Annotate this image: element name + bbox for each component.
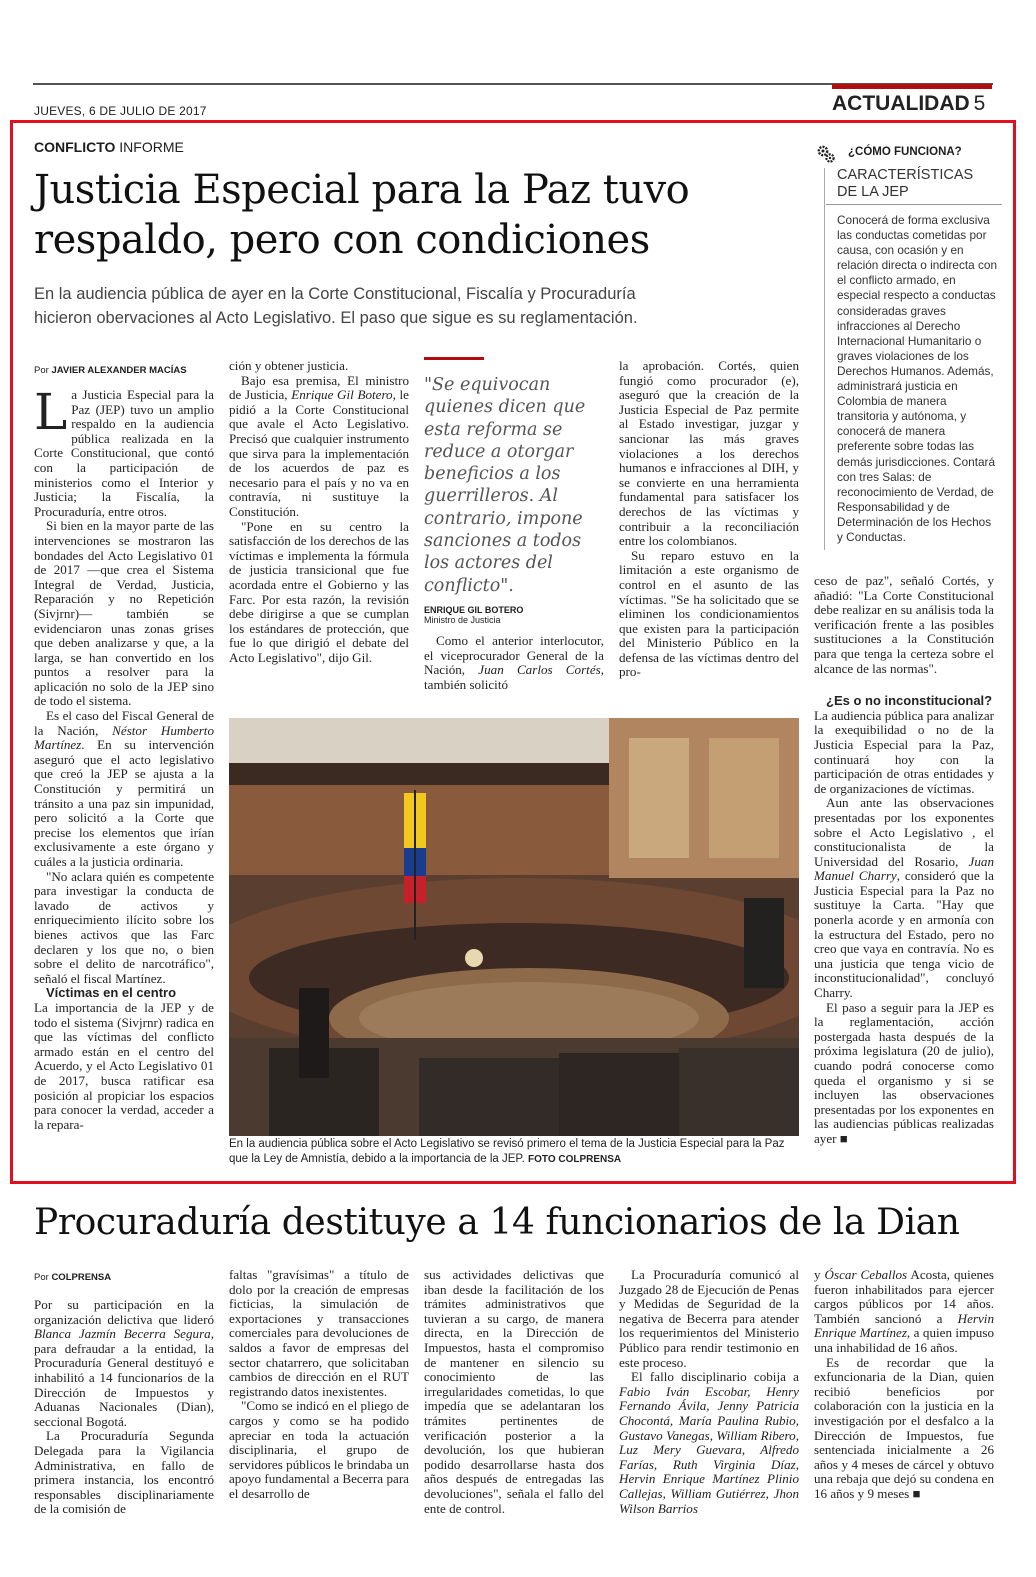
person-name: Néstor Humberto Martínez	[34, 722, 214, 753]
paragraph: La Procuraduría comunicó al Juzgado 28 de Ejecución de Penas y Medidas de Seguridad de la negativa de Becerra para atender los requerimientos del Ministerio Público para rendir testimonio en este proceso.	[619, 1267, 799, 1370]
paragraph: "No aclara quién es competente para investigar la conducta de lavado de activos y enriquecimiento ilícito sobre los bienes activos que las Farc declaren y los que no, o bien sobre el delito de narcotráfico", señaló el fiscal Martínez.	[34, 868, 214, 986]
quote-author-role: Ministro de Justicia	[424, 614, 501, 625]
sidebar-title-line-2: DE LA JEP	[837, 184, 909, 200]
article-2-column-5	[814, 1268, 994, 1502]
paragraph: La Procuraduría Segunda Delegada para la Vigilancia Administrativa, en fallo de primera instancia, los encontró responsables disciplinariamente de la comisión de	[34, 1428, 214, 1517]
paragraph: "Como se indicó en el pliego de cargos y como se ha podido apreciar en toda la actuación disciplinaria, el grupo de servidores públicos le brindaba un apoyo fundamental a Becerra para el desarrollo de	[229, 1398, 409, 1501]
article-headline	[34, 165, 794, 265]
photo-caption	[229, 1137, 799, 1167]
headline-line-2: respaldo, pero con condiciones	[34, 217, 650, 263]
person-name: Óscar Ceballos	[824, 1267, 908, 1282]
paragraph	[814, 796, 994, 1000]
paragraph-text: Por su participación en la organización delictiva que lideró	[34, 1297, 214, 1327]
paragraph	[814, 1356, 994, 1502]
paragraph	[34, 383, 214, 519]
article-2-column-2	[229, 1268, 409, 1502]
kicker-topic: CONFLICTO	[34, 139, 116, 155]
byline-author: JAVIER ALEXANDER MACÍAS	[51, 365, 187, 376]
person-name: Juan Carlos Cortés	[478, 662, 601, 678]
paragraph	[814, 1001, 994, 1147]
person-name: Blanca Jazmín Becerra Segura	[34, 1326, 211, 1342]
paragraph-text: , también solicitó	[424, 662, 605, 692]
person-name: Hervin Enrique Martínez	[814, 1310, 994, 1341]
deck-line-1: En la audiencia pública de ayer en la Corte Constitucional, Fiscalía y Procuraduría	[34, 285, 636, 303]
article-2-byline	[34, 1272, 111, 1283]
paragraph-text: El fallo disciplinario cobija a	[631, 1369, 799, 1385]
issue-date: JUEVES, 6 DE JULIO DE 2017	[34, 104, 207, 118]
person-names: Fabio Iván Escobar, Henry Fernando Ávila, Jenny Patricia Chocontá, María Paulina Rubio, Gustavo Vanegas, William Ribero, Luz Mery Guevara, Alfredo Farías, Ruth Virginia Díaz, Hervin Enrique Martínez Plinio Callejas, William Gutiérrez, Jhon Wilson Barrios	[619, 1383, 799, 1516]
paragraph	[34, 1298, 214, 1429]
gears-icon	[816, 144, 836, 164]
sidebar-label: ¿CÓMO FUNCIONA?	[848, 146, 962, 158]
sidebar-title-rule	[826, 204, 1002, 205]
paragraph-text: Aun ante las observaciones presentadas por los exponentes sobre el Acto Legislativo , el constitucionalista de la Universidad del Rosario,	[814, 795, 994, 869]
paragraph: "Pone en su centro la satisfacción de los derechos de las víctimas e implementa la fórmula de justicia transicional que fue acordada entre el Gobierno y las Farc. Por esta razón, la revisión debe dirigirse a que se cumplan los estándares de protección, que fue lo que dirigió el debate del Acto Legislativo", dijo Gil.	[229, 518, 409, 665]
paragraph-text: Es el caso del Fiscal General de la Nación,	[34, 708, 214, 738]
photo-credit: FOTO COLPRENSA	[528, 1154, 622, 1165]
paragraph	[229, 374, 409, 520]
caption-text: En la audiencia pública sobre el Acto Legislativo se revisó primero el tema de la Justicia Especial para la Paz que la Ley de Amnistía, debido a la importancia de la JEP.	[229, 1138, 785, 1165]
paragraph: Su reparo estuvo en la limitación a este organismo de control en el asunto de las víctimas. "Se ha solicitado que se eliminen los condicionamientos que existen para la participación del Ministerio Público en la defensa de las víctimas dentro del pro-	[619, 547, 799, 680]
quote-author: ENRIQUE GIL BOTERO	[424, 604, 524, 615]
paragraph: La audiencia pública para analizar la exequibilidad o no de la Justicia Especial para la Paz, continuará hoy con la participación de otras entidades y de organizaciones de víctimas.	[814, 707, 994, 796]
deck-line-2: hicieron obervaciones al Acto Legislativo. El paso que sigue es su reglamentación.	[34, 309, 638, 327]
headline-line-1: Justicia Especial para la Paz tuvo	[34, 167, 690, 213]
article-column-5	[814, 574, 994, 1147]
subheading: ¿Es o no inconstitucional?	[826, 693, 993, 709]
paragraph: Si bien en la mayor parte de las intervenciones se mostraron las bondades del Acto Legislativo 01 de 2017 —que crea el Sistema Integral de Verdad, Justicia, Reparación y no Repetición (Sivjrnr)— también se evidenciaron unas zonas grises que deben analizarse y que, a la larga, se han convertido en los puntos a resolver para la aplicación no solo de la JEP sino de todo el sistema.	[34, 518, 214, 709]
article-kicker	[34, 139, 184, 155]
paragraph-text: , consideró que la Justicia Especial para la Paz no sustituye la Carta. "Hay que ponerla acorde y en armonía con la estructura del Estado, pero no creo que vaya en contravía. No es una justicia que tenga vicio de inconstitucionalidad", concluyó Charry.	[814, 868, 994, 1001]
sidebar-divider	[824, 168, 825, 550]
paragraph	[424, 634, 604, 692]
paragraph-text: y	[814, 1267, 825, 1282]
paragraph-text: Bajo esa premisa, El ministro de Justicia,	[229, 372, 409, 403]
paragraph	[619, 1370, 799, 1516]
section-label	[832, 92, 985, 116]
paragraph-text: a Justicia Especial para la Paz (JEP) tuvo un amplio respaldo en la audiencia pública realizada en la Corte Constitucional, que contó con la participación de ministerios como el Interior y Justicia; la Fiscalía, la Procuraduría, entre otros.	[34, 387, 214, 519]
pull-quote	[424, 357, 604, 625]
page-number: 5	[973, 92, 986, 115]
article-2-headline: Procuraduría destituye a 14 funcionarios de la Dian	[34, 1202, 960, 1243]
paragraph-text: , le pidió a la Corte Constitucional que avale el Acto Legislativo. Precisó que cualquier instrumento que sirva para la implementación de los acuerdos de paz es necesario para el país y no va en contravía, ni sustituye la Constitución.	[229, 387, 409, 519]
courtroom-photo	[229, 718, 799, 1136]
end-mark: ■	[912, 1485, 921, 1501]
paragraph-text: Es de recordar que la exfuncionaria de la Dian, quien recibió beneficios por colaboración con la justicia en la investigación por el desfalco a la Dirección de Impuestos, fue sentenciada inicialmente a 26 años y 4 meses de cárcel y obtuvo una rebaja que dejó su condena en 16 años y 9 meses	[814, 1354, 994, 1501]
article-2-column-3	[424, 1268, 604, 1516]
paragraph: faltas "gravísimas" a título de dolo por la creación de empresas ficticias, la simulación de exportaciones y transacciones comerciales para devoluciones de saldos a favor de empresas del sector chatarrero, que solicitaban cambios de dirección en el RUT registrando datos inexistentes.	[229, 1267, 409, 1399]
drop-cap: L	[34, 383, 68, 441]
paragraph: ción y obtener justicia.	[229, 358, 349, 373]
paragraph: sus actividades delictivas que iban desde la facilitación de los trámites administrativos que tuvieran a su cargo, de manera directa, en la Dirección de Impuestos, hasta el compromiso de mantener en silencio su conocimiento de las irregularidades cometidas, lo que impedía que se adelantaran los trámites pertinentes de verificación posterior a la devolución, los que hubieran podido desarrollarse hasta dos años después de entregadas las devoluciones", señala el fallo del ente de control.	[424, 1267, 604, 1516]
subheading: Víctimas en el centro	[46, 985, 177, 1001]
section-accent-bar	[832, 84, 992, 89]
byline-prefix: Por	[34, 1272, 49, 1283]
paragraph	[814, 1268, 994, 1356]
paragraph-text: Como el anterior interlocutor, el viceprocurador General de la Nación,	[424, 633, 604, 678]
paragraph-text: Acosta, quienes fueron inhabilitados para ejercer cargos públicos por 14 años. También sancionó a	[814, 1267, 994, 1326]
article-column-4	[619, 359, 799, 680]
article-byline	[34, 365, 187, 376]
pull-quote-rule	[424, 357, 484, 360]
section-name: ACTUALIDAD	[832, 92, 970, 115]
paragraph-text: , a quien impuso una inhabilidad de 16 años.	[814, 1325, 994, 1355]
article-deck	[34, 282, 794, 330]
person-name: Juan Manuel Charry	[814, 853, 994, 884]
article-column-3	[424, 634, 604, 692]
paragraph-text: El paso a seguir para la JEP es la reglamentación, acción postergada hasta después de la próxima legislatura (20 de julio), cuando podrá conocerse como queda el organismo y si se incluyen las observaciones presentadas por los exponentes en las audiencias públicas realizadas ayer	[814, 999, 994, 1146]
pull-quote-text: "Se equivocan quienes dicen que esta reforma se reduce a otorgar beneficios a los guerrilleros. Al contrario, impone sanciones a todos los actores del conflicto".	[424, 375, 586, 596]
paragraph: La importancia de la JEP y de todo el sistema (Sivjrnr) radica en que las víctimas del conflicto armado están en el centro del Acuerdo, y el Acto Legislativo 01 de 2017, busca ratificar esa posición al propiciar los espacios para conocer la verdad, acceder a la repara-	[34, 999, 214, 1132]
sidebar-text: Conocerá de forma exclusiva las conductas cometidas por causa, con ocasión y en relación directa o indirecta con el conflicto armado, en especial respecto a conductas consideradas graves infracciones al Derecho Internacional Humanitario o graves violaciones de los Derechos Humanos. Además, administrará justicia en Colombia de manera transitoria y autónoma, y conocerá de manera preferente sobre todas las demás jurisdicciones. Contará con tres Salas: de reconocimiento de Verdad, de Responsabilidad y de Determinación de los Hechos y Conductas.	[837, 213, 998, 544]
end-mark: ■	[839, 1130, 848, 1146]
person-name: Enrique Gil Botero	[291, 387, 393, 403]
sidebar-title-line-1: CARACTERÍSTICAS	[837, 167, 974, 183]
paragraph-text: , para defraudar a la entidad, la Procuraduría General destituyó e inhabilitó a 14 funcionarios de la Dirección de Impuestos y Aduanas Nacionales (Dian), seccional Bogotá.	[34, 1326, 214, 1429]
article-2-column-1	[34, 1298, 214, 1517]
kicker-type: INFORME	[119, 139, 184, 155]
sidebar-title	[837, 167, 973, 201]
sidebar	[812, 140, 1002, 550]
paragraph: ceso de paz", señaló Cortés, y añadió: "La Corte Constitucional debe realizar en su análisis toda la verificación frente a las posibles sustituciones a la Constitución para que tenga la certeza sobre el alcance de las normas".	[814, 573, 994, 676]
paragraph-text: . En su intervención aseguró que el acto legislativo que creó la JEP se ajusta a la Constitución y permitirá un tránsito a una paz sin impunidad, pero solicitó a la Corte que precise los elementos que irían exclusivamente a este órgano y cuáles a la justicia ordinaria.	[34, 737, 214, 869]
paragraph: la aprobación. Cortés, quien fungió como procurador (e), aseguró que la creación de la Justicia Especial de Paz permite al Estado investigar, juzgar y sancionar las más graves violaciones a los derechos humanos e infracciones al DIH, y se convierte en una herramienta fundamental para satisfacer los derechos de las víctimas y contribuir a la reconciliación entre los colombianos.	[619, 358, 799, 549]
byline-author: COLPRENSA	[51, 1272, 112, 1283]
article-column-1	[34, 383, 214, 1132]
article-2-column-4	[619, 1268, 799, 1516]
byline-prefix: Por	[34, 365, 49, 376]
article-column-2	[229, 359, 409, 665]
paragraph	[34, 709, 214, 870]
